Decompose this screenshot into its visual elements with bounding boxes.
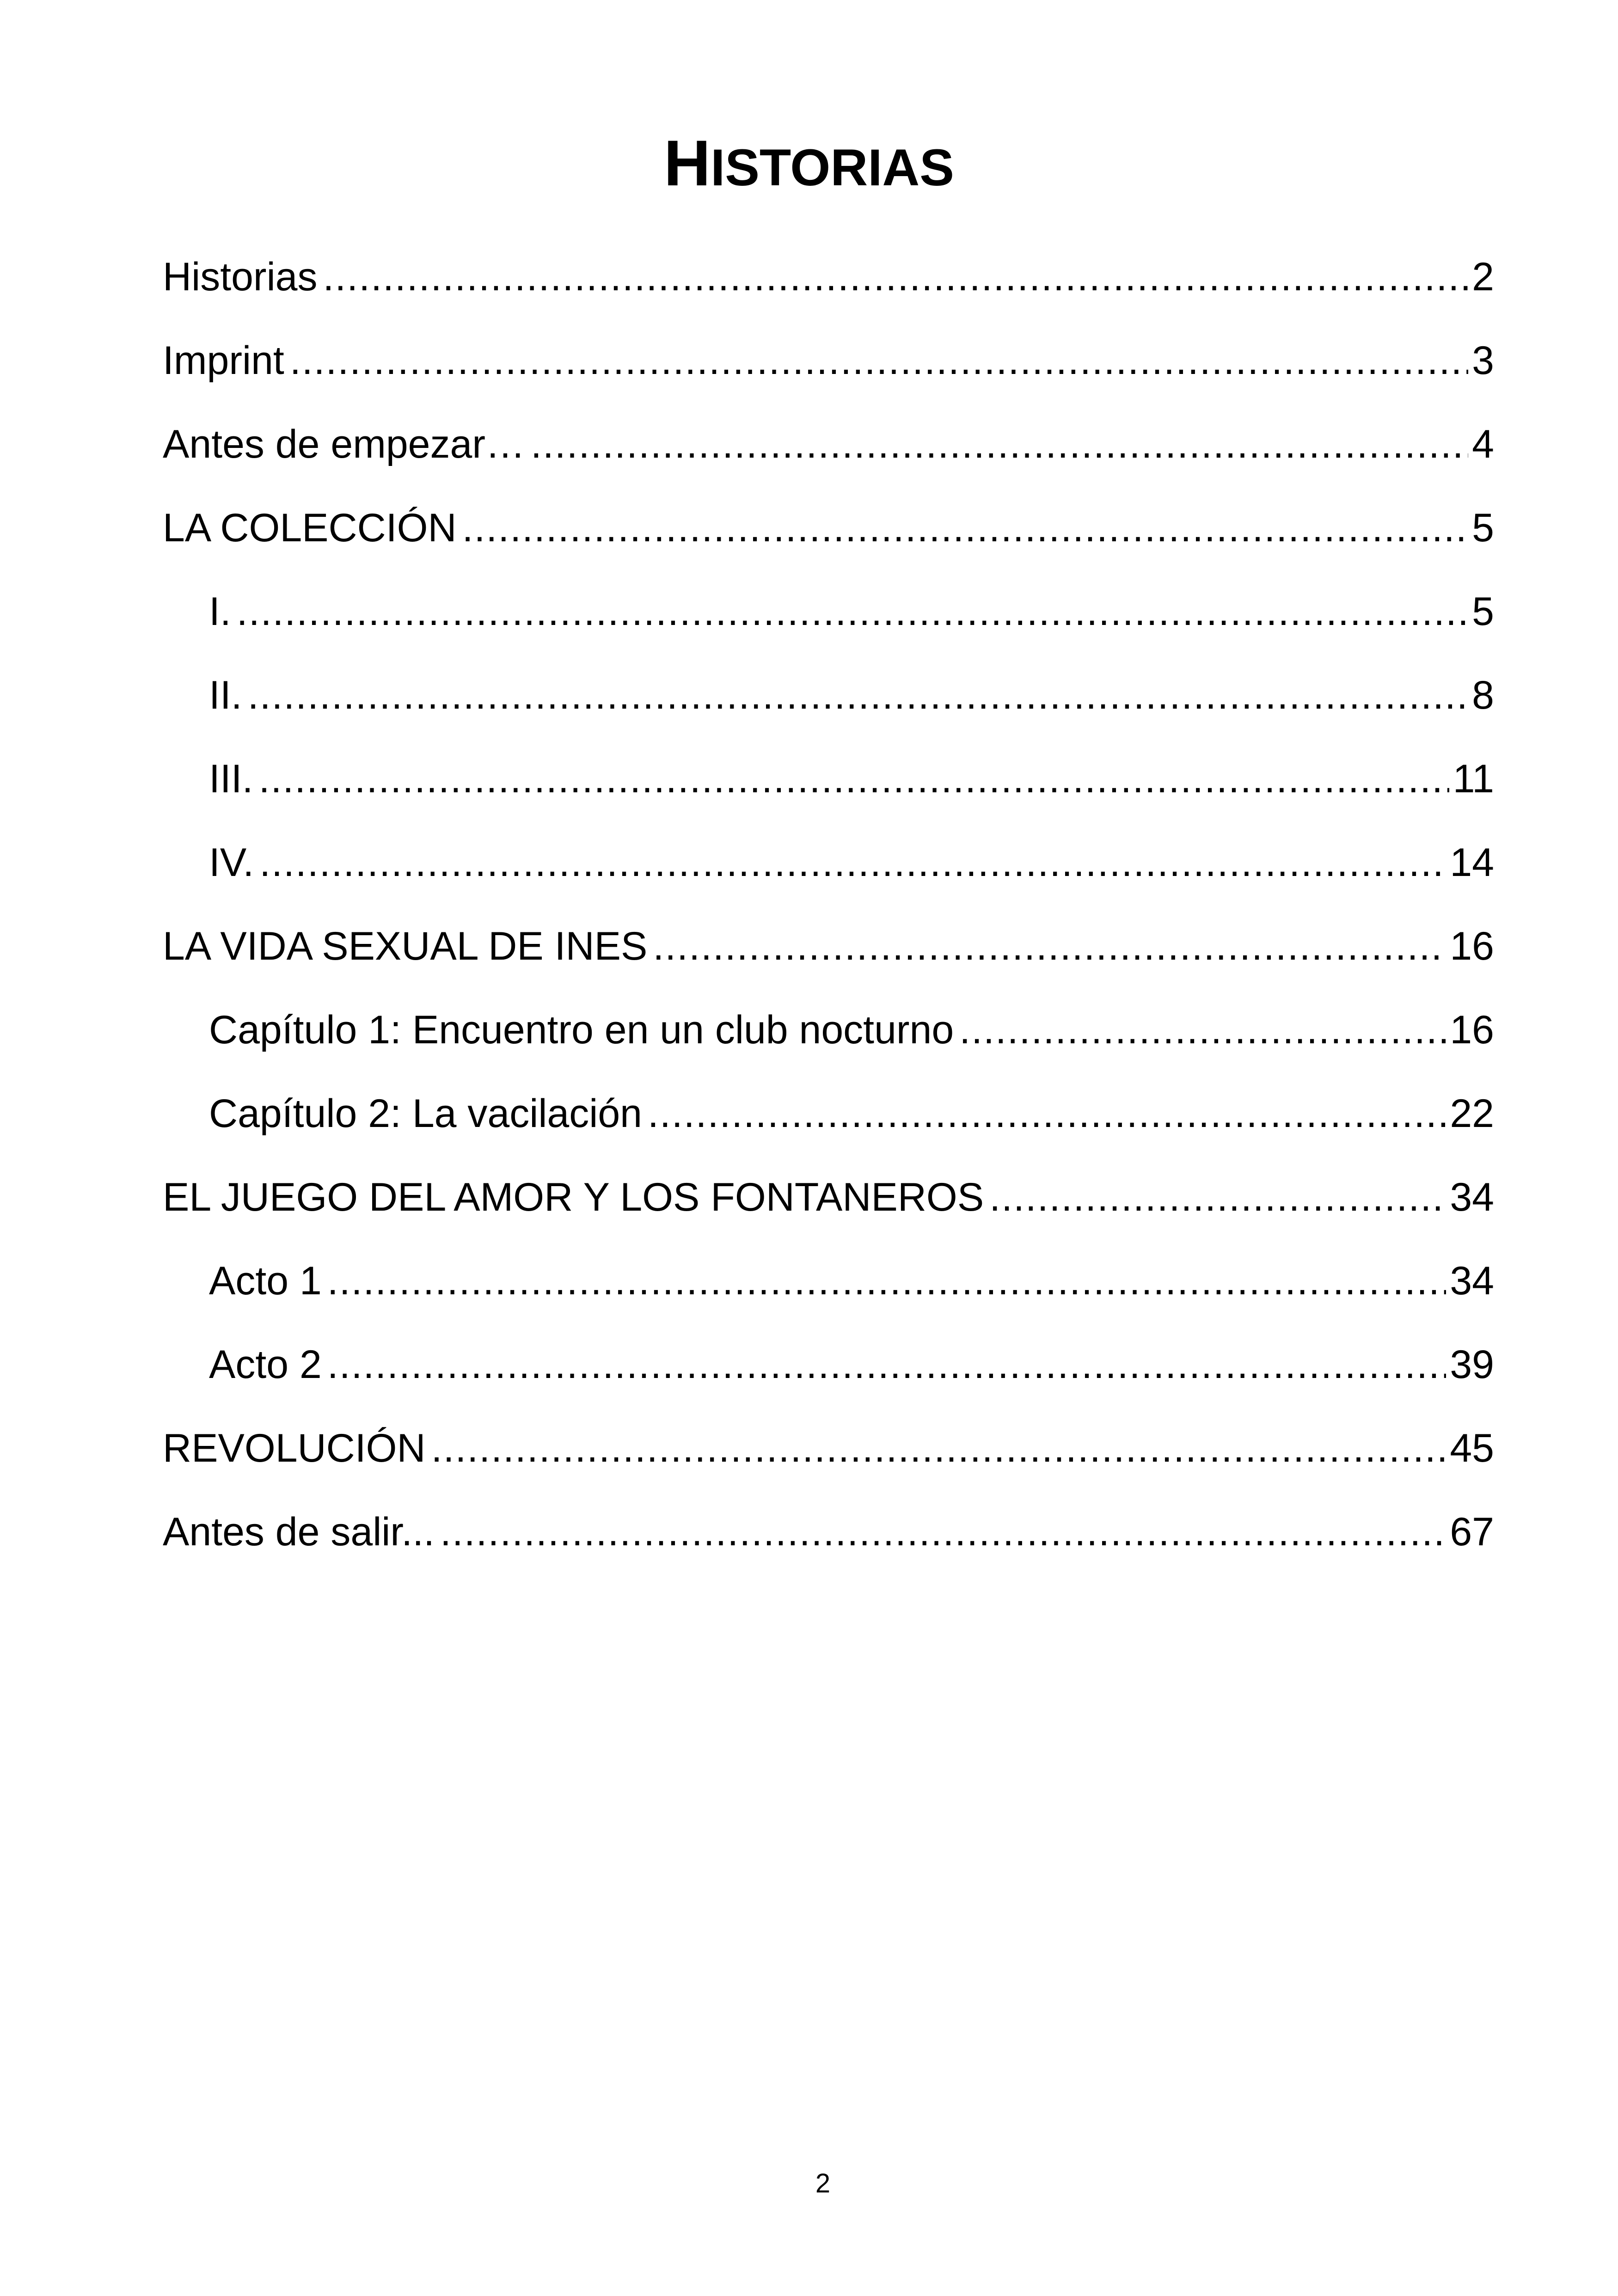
toc-entry-antes-de-salir[interactable]	[163, 1508, 1494, 1592]
dot-leader	[237, 588, 1468, 636]
toc-entry-el-juego-del-amor[interactable]	[163, 1174, 1494, 1257]
toc-entry-label: Capítulo 1: Encuentro en un club nocturno	[209, 1008, 954, 1052]
toc-entry-acto-1[interactable]	[163, 1257, 1494, 1341]
toc-entry-la-vida-sexual-de-ines[interactable]	[163, 923, 1494, 1006]
toc-entry-page: 45	[1450, 1426, 1494, 1470]
toc-entry-i[interactable]	[163, 588, 1494, 672]
dot-leader	[648, 1090, 1446, 1138]
toc-entry-label: REVOLUCIÓN	[163, 1426, 426, 1470]
table-of-contents	[163, 253, 1494, 1592]
toc-entry-page: 16	[1450, 1008, 1494, 1052]
toc-entry-iii[interactable]	[163, 755, 1494, 839]
toc-entry-label: I.	[209, 589, 231, 634]
toc-entry-label: Historias	[163, 255, 318, 299]
dot-leader	[989, 1174, 1446, 1221]
dot-leader	[653, 923, 1446, 970]
title-rest: ISTORIAS	[711, 139, 955, 197]
toc-entry-label: II.	[209, 673, 242, 717]
toc-entry-label: EL JUEGO DEL AMOR Y LOS FONTANEROS	[163, 1175, 984, 1219]
dot-leader	[327, 1341, 1446, 1389]
toc-entry-historias[interactable]	[163, 253, 1494, 337]
toc-entry-label: Antes de empezar…	[163, 422, 525, 466]
dot-leader	[248, 672, 1468, 719]
toc-entry-capitulo-1[interactable]	[163, 1006, 1494, 1090]
toc-entry-label: Capítulo 2: La vacilación	[209, 1091, 643, 1136]
toc-entry-page: 34	[1450, 1259, 1494, 1303]
page-title	[0, 127, 1618, 200]
toc-entry-label: IV.	[209, 840, 254, 885]
toc-entry-label: LA VIDA SEXUAL DE INES	[163, 924, 648, 968]
toc-entry-imprint[interactable]	[163, 337, 1494, 421]
toc-entry-iv[interactable]	[163, 839, 1494, 923]
toc-entry-page: 67	[1450, 1510, 1494, 1554]
dot-leader	[531, 421, 1468, 468]
toc-entry-label: Acto 2	[209, 1342, 322, 1387]
toc-entry-revolucion[interactable]	[163, 1425, 1494, 1508]
dot-leader	[959, 1006, 1446, 1054]
toc-entry-page: 22	[1450, 1091, 1494, 1136]
toc-entry-page: 14	[1450, 840, 1494, 885]
dot-leader	[259, 839, 1446, 887]
dot-leader	[327, 1257, 1446, 1305]
dot-leader	[431, 1425, 1446, 1472]
toc-entry-page: 4	[1472, 422, 1494, 466]
toc-entry-capitulo-2[interactable]	[163, 1090, 1494, 1174]
toc-entry-page: 5	[1472, 589, 1494, 634]
toc-entry-page: 39	[1450, 1342, 1494, 1387]
dot-leader	[323, 253, 1469, 301]
toc-entry-ii[interactable]	[163, 672, 1494, 755]
toc-entry-la-coleccion[interactable]	[163, 504, 1494, 588]
toc-entry-label: Antes de salir...	[163, 1510, 435, 1554]
toc-entry-page: 5	[1472, 506, 1494, 550]
toc-entry-page: 11	[1453, 757, 1494, 801]
toc-entry-label: Acto 1	[209, 1259, 322, 1303]
dot-leader	[259, 755, 1449, 803]
title-initial: H	[663, 127, 711, 200]
toc-entry-page: 34	[1450, 1175, 1494, 1219]
toc-entry-page: 8	[1472, 673, 1494, 717]
toc-entry-page: 2	[1472, 255, 1494, 299]
toc-entry-page: 3	[1472, 338, 1494, 383]
dot-leader	[290, 337, 1468, 385]
toc-entry-label: Imprint	[163, 338, 284, 383]
page-number: 2	[815, 2168, 831, 2198]
toc-entry-acto-2[interactable]	[163, 1341, 1494, 1425]
toc-entry-page: 16	[1450, 924, 1494, 968]
dot-leader	[462, 504, 1469, 552]
dot-leader	[440, 1508, 1446, 1556]
toc-entry-antes-de-empezar[interactable]	[163, 421, 1494, 504]
toc-entry-label: LA COLECCIÓN	[163, 506, 457, 550]
toc-entry-label: III.	[209, 757, 253, 801]
